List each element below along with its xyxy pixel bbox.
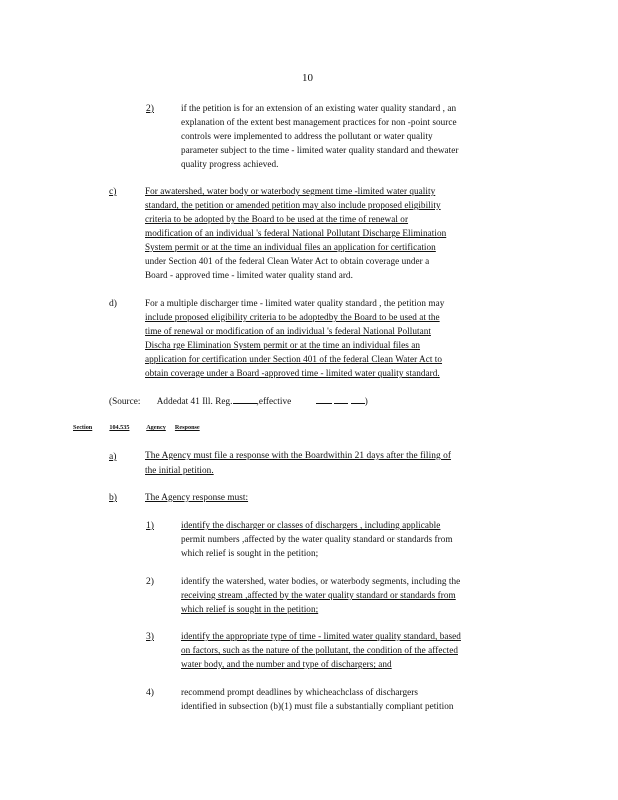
- item-2-line: if the petition is for an extension of an existing water quality standard , an: [181, 103, 457, 113]
- item-c-line: System permit or at the time an individual files an application for certification: [145, 242, 436, 252]
- item-c-line: modification of an individual 's federal National Pollutant Discharge Elimination: [145, 228, 447, 238]
- item-d-line: include proposed eligibility criteria to be adoptedby the Board to be used at the: [145, 312, 440, 322]
- item-a-line: The Agency must file a response with the Boardwithin 21 days after the filing of: [145, 451, 452, 461]
- item-d-line: obtain coverage under a Board -approved time - limited water quality standard.: [145, 368, 440, 378]
- section-title-agency: Agency: [146, 424, 166, 431]
- item-2-line: parameter subject to the time - limited water quality standard and thewater: [181, 145, 459, 155]
- sub-3-line: identify the appropriate type of time - limited water quality standard, based: [181, 631, 461, 641]
- item-c-line: criteria to be adopted by the Board to be used at the time of renewal or: [145, 214, 409, 224]
- section-title-response: Response: [174, 424, 200, 431]
- sub-4-line: recommend prompt deadlines by whicheachclass of dischargers: [181, 687, 418, 697]
- item-2-line: controls were implemented to address the pollutant or water quality: [181, 131, 433, 141]
- sub-2-line: which relief is sought in the petition;: [181, 604, 319, 614]
- effective-date-blank: [351, 396, 365, 404]
- sub-4-line: identified in subsection (b)(1) must file a substantially compliant petition: [181, 701, 454, 711]
- sub-3-line: on factors, such as the nature of the pollutant, the condition of the affected: [181, 645, 458, 655]
- source-close: ): [364, 396, 368, 406]
- sub-3-line: water body, and the number and type of dischargers; and: [181, 659, 392, 669]
- item-c-line: Board - approved time - limited water quality stand ard.: [145, 270, 353, 280]
- item-c-line: under Section 401 of the federal Clean Water Act to obtain coverage under a: [145, 256, 430, 266]
- item-d-label: d): [109, 298, 117, 309]
- register-page-blank: [233, 396, 257, 404]
- section-word: Section: [73, 424, 93, 431]
- item-d-line: time of renewal or modification of an individual 's federal National Pollutant: [145, 326, 431, 336]
- item-2-label: 2): [146, 103, 154, 114]
- effective-date-blank: [334, 396, 348, 404]
- item-2-line: quality progress achieved.: [181, 159, 279, 169]
- item-a-line: the initial petition.: [145, 465, 214, 475]
- sub-4-label: 4): [146, 687, 154, 698]
- effective-date-blank: [316, 396, 332, 404]
- sub-3-label: 3): [146, 631, 154, 642]
- sub-2-label: 2): [146, 576, 154, 587]
- source-note: [109, 396, 368, 407]
- source-prefix: (Source:: [109, 396, 141, 406]
- page-number: 10: [302, 72, 313, 84]
- sub-1-line: identify the discharger or classes of dischargers , including applicable: [181, 520, 441, 530]
- source-added: Addedat 41 Ill. Reg.: [156, 396, 233, 406]
- sub-1-label: 1): [146, 520, 154, 531]
- item-d-line: For a multiple discharger time - limited water quality standard , the petition may: [145, 298, 445, 308]
- item-2-line: explanation of the extent best management practices for non -point source: [181, 117, 457, 127]
- sub-2-line: receiving stream ,affected by the water quality standard or standards from: [181, 590, 456, 600]
- item-c-label: c): [109, 186, 117, 197]
- sub-2-line: identify the watershed, water bodies, or waterbody segments, including the: [181, 576, 461, 586]
- sub-1-line: which relief is sought in the petition;: [181, 548, 319, 558]
- item-a-label: a): [109, 451, 117, 462]
- section-number: 104.535: [109, 424, 130, 431]
- section-heading: [73, 424, 200, 431]
- source-effective: ,effective: [256, 396, 292, 406]
- item-c-line: standard, the petition or amended petition may also include proposed eligibility: [145, 200, 441, 210]
- item-d-line: Discha rge Elimination System permit or at the time an individual files an: [145, 340, 421, 350]
- item-c-line: For awatershed, water body or waterbody segment time -limited water quality: [145, 186, 436, 196]
- sub-1-line: permit numbers ,affected by the water quality standard or standards from: [181, 534, 453, 544]
- item-b-line: The Agency response must:: [145, 492, 249, 502]
- item-b-label: b): [109, 492, 117, 503]
- item-d-line: application for certification under Section 401 of the federal Clean Water Act to: [145, 354, 443, 364]
